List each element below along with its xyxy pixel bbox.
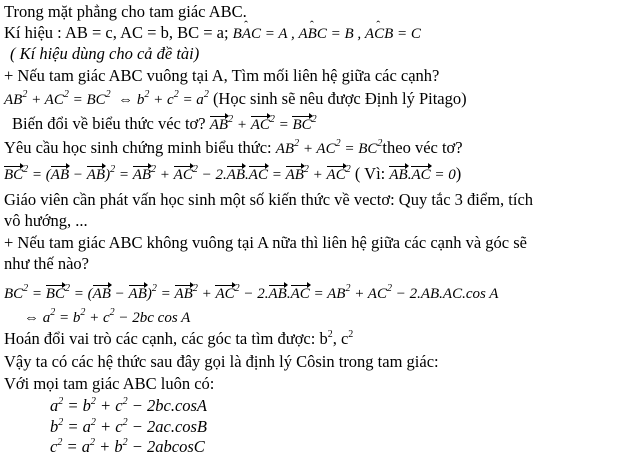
formula-cosine-b: $b^2 = a^2 + c^2 - 2ac.\cos B$ — [50, 417, 208, 436]
formula-cosine-c: $c^2 = a^2 + b^2 - 2abcosC$ — [50, 437, 205, 456]
proof-request-tail: theo véc tơ? — [382, 138, 463, 157]
line-vector-transform — [12, 114, 317, 135]
vector-transform-formula: $AB^2 + AC^2 = BC^2$ — [209, 114, 317, 133]
notation-sides: Kí hiệu : AB = c, AC = b, BC = a; — [4, 23, 229, 42]
general-proof-formula: $BC^2 = BC^2 = (AB - AB)^2 = AB^2 + AC^2 - 2.AB.AC = AB^2 + AC^2 - 2.AB.AC.\cos$ A — [4, 283, 499, 302]
vector-transform-text: Biến đổi về biểu thức véc tơ? — [12, 114, 206, 133]
line-general-proof — [4, 283, 498, 304]
cosine-a-formula: ⇔ $a^2 = b^2 + c^2 - 2bc$ cos A — [24, 307, 191, 326]
vector-proof-reason: ( Vì: AB.AC = 0) — [354, 164, 462, 183]
notation-angles: ˆ BAC = A , ˆ ABC = B , ˆ ACB = C — [233, 26, 421, 42]
line-pythagoras — [4, 89, 467, 110]
line-question-general: + Nếu tam giác ABC không vuông tại A nữa thì liên hệ giữa các cạnh và góc sẽ — [4, 233, 527, 252]
line-intro: Trong mặt phẳng cho tam giác ABC. — [4, 2, 247, 21]
line-question-right-angle: + Nếu tam giác ABC vuông tại A, Tìm mối liên hệ giữa các cạnh? — [4, 66, 440, 85]
line-cosine-a — [24, 307, 190, 328]
line-cosine-theorem-intro: Vậy ta có các hệ thức sau đây gọi là định lý Côsin trong tam giác: — [4, 352, 439, 371]
line-teacher-note: Giáo viên cần phát vấn học sinh một số kiến thức về vectơ: Quy tắc 3 điểm, tích — [4, 190, 534, 209]
line-notation-note: ( Kí hiệu dùng cho cả đề tài) — [10, 44, 200, 63]
pythagoras-note: (Học sinh sẽ nêu được Định lý Pitago) — [212, 89, 467, 108]
pythagoras-formula: $AB^2 + AC^2 = BC^2$ ⇔ $b^2 + c^2 = a^2$ — [4, 89, 209, 108]
proof-request-text: Yêu cầu học sinh chứng minh biểu thức: — [4, 138, 272, 157]
line-question-general-cont: như thế nào? — [4, 254, 89, 273]
line-any-triangle: Với mọi tam giác ABC luôn có: — [4, 374, 215, 393]
proof-request-formula: $AB^2 + AC^2 = BC^2$ — [275, 138, 383, 157]
line-swap-roles: Hoán đổi vai trò các cạnh, các góc ta tìm được: $b^2$, $c^2$ — [4, 329, 354, 348]
formula-cosine-a: $a^2 = b^2 + c^2 - 2bc.\cos A$ — [50, 396, 208, 415]
vector-proof-formula: $BC^2 = (AB - AB)^2 = AB^2 + AC^2 - 2.AB.AC = AB^2 + AC^2$ — [4, 164, 351, 183]
line-notation — [4, 23, 421, 44]
line-teacher-note-cont: vô hướng, ... — [4, 211, 88, 230]
line-proof-request — [4, 138, 463, 159]
line-vector-proof — [4, 164, 461, 185]
